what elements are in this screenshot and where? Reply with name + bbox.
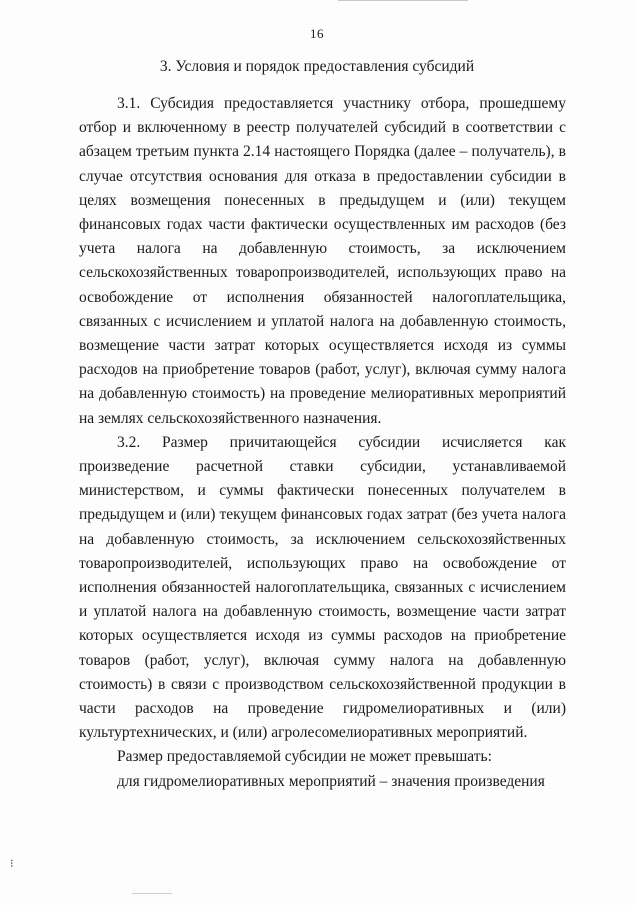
paragraph-3-2: 3.2. Размер причитающейся субсидии исчисляется как произведение расчетной ставки субсидии, устанавливаемой министерством, и суммы фактически понесенных получателем в предыдущем и (или) текущем финансовых годах затрат (без учета налога на добавленную стоимость, за исключением сельскохозяйственных товаропроизводителей, использующих право на освобождение от исполнения обязанностей налогоплательщика, связанных с исчислением и уплатой налога на добавленную стоимость, возмещение части затрат которых осуществляется исходя из суммы расходов на приобретение товаров (работ, услуг), включая сумму налога на добавленную стоимость) в связи с производством сельскохозяйственной продукции в части расходов на проведение гидромелиоративных и (или) культуртехнических, и (или) агролесомелиоративных мероприятий. bbox=[79, 433, 566, 742]
page-number: 16 bbox=[310, 26, 324, 41]
scan-bottom-line bbox=[132, 893, 172, 894]
section-heading: 3. Условия и порядок предоставления субсидий bbox=[159, 58, 475, 75]
paragraph-3-1: 3.1. Субсидия предоставляется участнику отбора, прошедшему отбор и включенному в реестр получателей субсидий в соответствии с абзацем третьим пункта 2.14 настоящего Порядка (далее – получатель), в случае отсутствия основания для отказа в предоставлении субсидии в целях возмещения понесенных в предыдущем и (или) текущем финансовых годах части фактически осуществленных им расходов (без учета налога на добавленную стоимость, за исключением сельскохозяйственных товаропроизводителей, использующих право на освобождение от исполнения обязанностей налогоплательщика, связанных с исчислением и уплатой налога на добавленную стоимость, возмещение части затрат которых осуществляется исходя из суммы расходов на приобретение товаров (работ, услуг), включая сумму налога на добавленную стоимость) на проведение мелиоративных мероприятий на землях сельскохозяйственного назначения. bbox=[79, 95, 566, 427]
scan-mark: ⁝ bbox=[10, 858, 14, 870]
paragraph-hydro-limit: для гидромелиоративных мероприятий – значения произведения bbox=[117, 772, 545, 790]
paragraph-limit-intro: Размер предоставляемой субсидии не может превышать: bbox=[117, 748, 492, 766]
body-text bbox=[79, 92, 566, 794]
top-edge-line bbox=[338, 0, 468, 1]
